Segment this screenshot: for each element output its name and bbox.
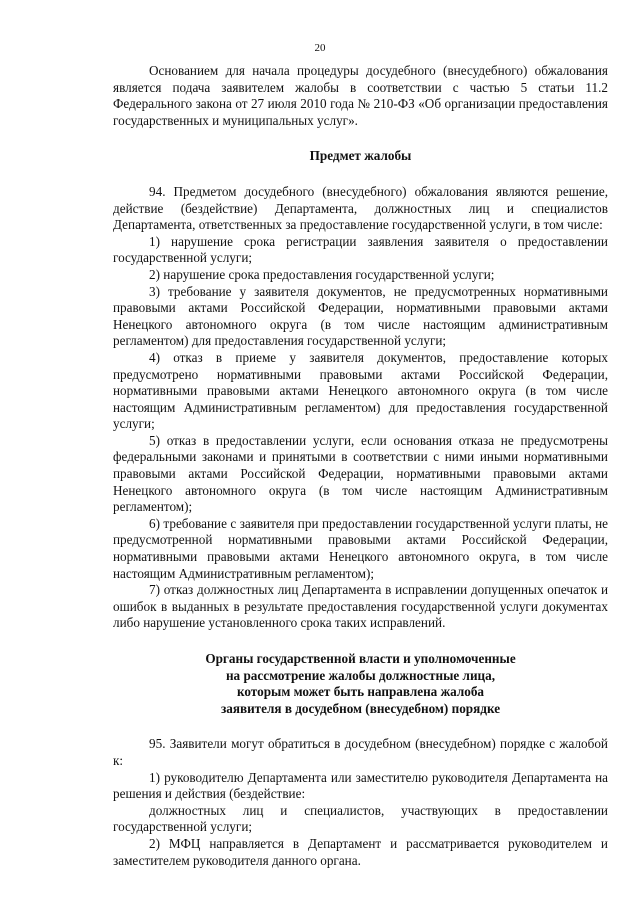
list-item-5: 5) отказ в предоставлении услуги, если основания отказа не предусмотрены федеральными законами и принятыми в соответствии с ними иными нормативными правовыми актами Российской Федерации, нормативными правовыми актами Ненецкого автономного округа (в том числе настоящим Административным регламентом); <box>113 432 608 515</box>
list-item-2: 2) МФЦ направляется в Департамент и рассматривается руководителем и заместителем руководителя данного органа. <box>113 835 608 868</box>
heading-line: на рассмотрение жалобы должностные лица, <box>225 667 496 683</box>
heading-line: Органы государственной власти и уполномоченные <box>205 651 516 666</box>
heading-line: которым может быть направлена жалоба <box>236 684 485 700</box>
intro-paragraph: Основанием для начала процедуры досудебного (внесудебного) обжалования является подача заявителем жалобы в соответствии с частью 5 статьи 11.2 Федерального закона от 27 июля 2010 года № 210-ФЗ «Об организации предоставления государственных и муниципальных услуг». <box>113 63 608 128</box>
section-heading-subject: Предмет жалобы <box>309 148 412 164</box>
list-item-2: 2) нарушение срока предоставления государственной услуги; <box>149 266 495 282</box>
page-number: 20 <box>314 42 326 54</box>
list-item-3: 3) требование у заявителя документов, не предусмотренных нормативными правовыми актами Российской Федерации, нормативными правовыми актами Ненецкого автономного округа (в том числе настоящим административным регламентом) для предоставления государственной услуги; <box>113 283 608 349</box>
list-item-1: 1) нарушение срока регистрации заявления заявителя о предоставлении государственной услуги; <box>113 233 608 266</box>
section-heading-authorities <box>113 651 608 717</box>
list-item-6: 6) требование с заявителя при предоставлении государственной услуги платы, не предусмотренной нормативными правовыми актами Российской Федерации, нормативными правовыми актами Ненецкого автономного округа, в том числе настоящим Административным регламентом); <box>113 515 608 581</box>
list-item-1: 1) руководителю Департамента или заместителю руководителя Департамента на решения и действия (бездействие: <box>113 769 608 802</box>
list-item-4: 4) отказ в приеме у заявителя документов, предоставление которых предусмотрено нормативными правовыми актами Российской Федерации, нормативными правовыми актами Ненецкого автономного округа (в том числе настоящим Административным регламентом) для предоставления государственной услуги; <box>113 349 608 432</box>
paragraph-95: 95. Заявители могут обратиться в досудебном (внесудебном) порядке с жалобой к: <box>113 736 608 768</box>
document-body <box>113 63 608 869</box>
paragraph-94: 94. Предметом досудебного (внесудебного) обжалования являются решение, действие (бездействие) Департамента, должностных лиц и специалистов Департамента, ответственных за предоставление государственной услуги, в том числе: <box>113 183 608 233</box>
list-item-7: 7) отказ должностных лиц Департамента в исправлении допущенных опечаток и ошибок в выданных в результате предоставления государственной услуги документах либо нарушение установленного срока таких исправлений. <box>113 582 608 631</box>
list-item-officials: должностных лиц и специалистов, участвующих в предоставлении государственной услуги; <box>113 802 608 835</box>
heading-line: заявителя в досудебном (внесудебном) порядке <box>220 700 501 716</box>
